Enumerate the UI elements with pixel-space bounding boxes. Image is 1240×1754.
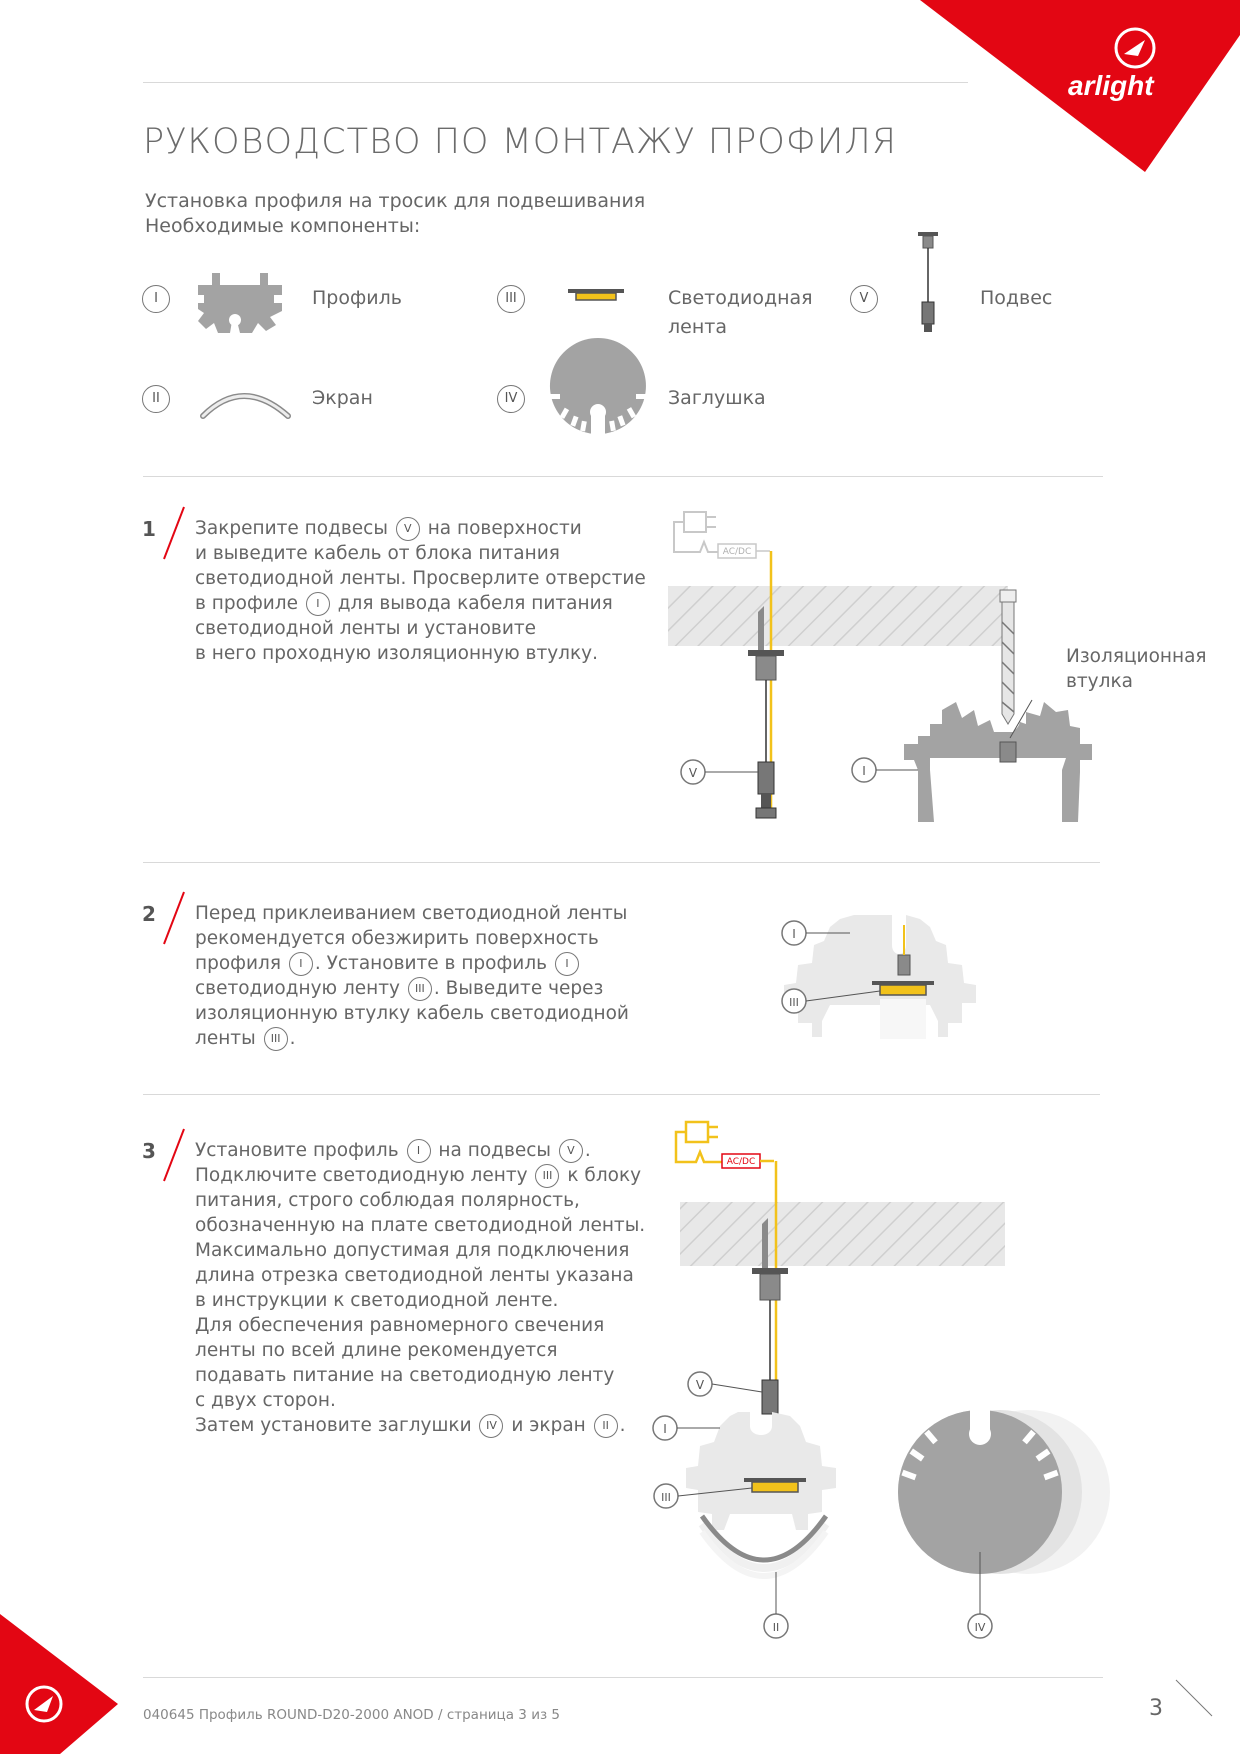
step-3-line: питания, строго соблюдая полярность, (195, 1190, 580, 1211)
step-3-line: с двух сторон. (195, 1390, 336, 1411)
ref-marker: V (559, 1139, 583, 1163)
bushing-callout-line-2: втулка (1066, 671, 1133, 692)
component-label-iii (668, 284, 813, 342)
page-number: 3 (1149, 1696, 1163, 1721)
marker-i-text: I (663, 1422, 667, 1436)
step-3-line: обозначенную на плате светодиодной ленты. (195, 1215, 646, 1236)
step-1-line: светодиодной ленты. Просверлите отверстие (195, 568, 646, 589)
profile-icon (190, 265, 290, 340)
ref-marker: III (264, 1027, 288, 1051)
step-3-line: подавать питание на светодиодную ленту (195, 1365, 615, 1386)
step-2-line: профиля I . Установите в профиль I (195, 951, 629, 976)
step-1-line: Закрепите подвесы V на поверхности (195, 518, 582, 539)
diffuser-screen-icon (198, 382, 298, 422)
component-label-iii-line-2: лента (668, 316, 727, 338)
step-2-line: ленты III . (195, 1028, 296, 1049)
bushing-callout-line-1: Изоляционная (1066, 646, 1207, 667)
marker-iv-text: IV (974, 1621, 986, 1634)
step-3-line: Установите профиль I на подвесы V . (195, 1140, 591, 1161)
step-2-number: 2 (142, 902, 156, 926)
marker-iii-text: III (661, 1491, 671, 1504)
brand-logo-text: arlight (1068, 70, 1154, 101)
step-3-line: в инструкции к светодиодной ленте. (195, 1290, 559, 1311)
power-plug-icon (674, 512, 718, 552)
ref-marker: III (535, 1164, 559, 1188)
intro-line-1: Установка профиля на тросик для подвешивания (145, 190, 646, 212)
component-label-i: Профиль (312, 287, 402, 309)
end-cap-front (898, 1410, 1062, 1574)
step-3-number: 3 (142, 1139, 156, 1163)
step-1-line: и выведите кабель от блока питания (195, 543, 560, 564)
step-2-line: светодиодную ленту III . Выведите через (195, 978, 604, 999)
step-1-line: светодиодной ленты и установите (195, 618, 536, 639)
ref-marker: I (289, 952, 313, 976)
component-label-v: Подвес (980, 287, 1053, 309)
led-strip-icon (568, 289, 628, 309)
component-label-iv: Заглушка (668, 387, 766, 409)
ref-marker: IV (479, 1414, 503, 1438)
step-1-line: в профиле I для вывода кабеля питания (195, 593, 613, 614)
step-2-line: Перед приклеиванием светодиодной ленты (195, 903, 628, 924)
marker-ii-text: II (772, 1621, 780, 1634)
ref-marker: I (407, 1139, 431, 1163)
step-1-line: в него проходную изоляционную втулку. (195, 643, 599, 664)
step-2-figure (770, 905, 1010, 1065)
marker-i-text: I (862, 764, 866, 778)
ceiling-surface (668, 586, 1008, 646)
step-3-line: Затем установите заглушки IV и экран II . (195, 1415, 626, 1436)
component-label-iii-line-1: Светодиодная (668, 287, 813, 309)
drill-bit-icon (1000, 590, 1016, 724)
power-plug-icon (676, 1122, 722, 1162)
step-3-line: ленты по всей длине рекомендуется (195, 1340, 558, 1361)
step-1-number: 1 (142, 517, 156, 541)
component-num-i: I (142, 285, 170, 313)
page-title: РУКОВОДСТВО ПО МОНТАЖУ ПРОФИЛЯ (143, 122, 897, 162)
end-cap-icon (548, 336, 648, 436)
step-2-text (195, 901, 629, 1051)
step-3-slash-icon (160, 1127, 190, 1187)
step-3-line: Максимально допустимая для подключения (195, 1240, 630, 1261)
step-3-line: длина отрезка светодиодной ленты указана (195, 1265, 634, 1286)
marker-i-text: I (792, 927, 796, 941)
suspension-icon (913, 232, 943, 342)
top-divider (143, 82, 968, 83)
acdc-label: AC/DC (726, 1157, 756, 1167)
footer-document-info: 040645 Профиль ROUND-D20-2000 ANOD / страница 3 из 5 (143, 1707, 561, 1723)
ref-marker: V (396, 517, 420, 541)
step-1-slash-icon (160, 505, 190, 565)
component-num-ii: II (142, 385, 170, 413)
intro-line-2: Необходимые компоненты: (145, 215, 421, 237)
ref-marker: II (594, 1414, 618, 1438)
acdc-label: AC/DC (722, 547, 752, 557)
step-3-line: Для обеспечения равномерного свечения (195, 1315, 605, 1336)
component-label-ii: Экран (312, 387, 373, 409)
step-2-line: изоляционную втулку кабель светодиодной (195, 1003, 629, 1024)
ceiling-surface (680, 1202, 1005, 1266)
ref-marker: I (555, 952, 579, 976)
step-3-figure (640, 1112, 1170, 1672)
divider-step-2 (143, 862, 1100, 863)
component-num-iv: IV (497, 385, 525, 413)
divider-step-3 (143, 1094, 1100, 1095)
marker-v-text: V (695, 1378, 705, 1392)
component-num-iii: III (497, 285, 525, 313)
divider-step-1 (143, 476, 1103, 477)
ref-marker: I (306, 592, 330, 616)
page-corner-line (1174, 1678, 1224, 1728)
marker-v-text: V (688, 766, 698, 780)
component-num-v: V (850, 285, 878, 313)
step-3-line: Подключите светодиодную ленту III к блоку (195, 1165, 642, 1186)
bottom-left-brand-corner (0, 1594, 130, 1754)
step-2-slash-icon (160, 890, 190, 950)
footer-divider (143, 1677, 1103, 1678)
step-2-line: рекомендуется обезжирить поверхность (195, 928, 599, 949)
marker-iii-text: III (789, 996, 799, 1009)
ref-marker: III (408, 977, 432, 1001)
step-3-text (195, 1138, 645, 1438)
bushing-callout (1066, 644, 1207, 694)
step-1-text (195, 516, 646, 666)
